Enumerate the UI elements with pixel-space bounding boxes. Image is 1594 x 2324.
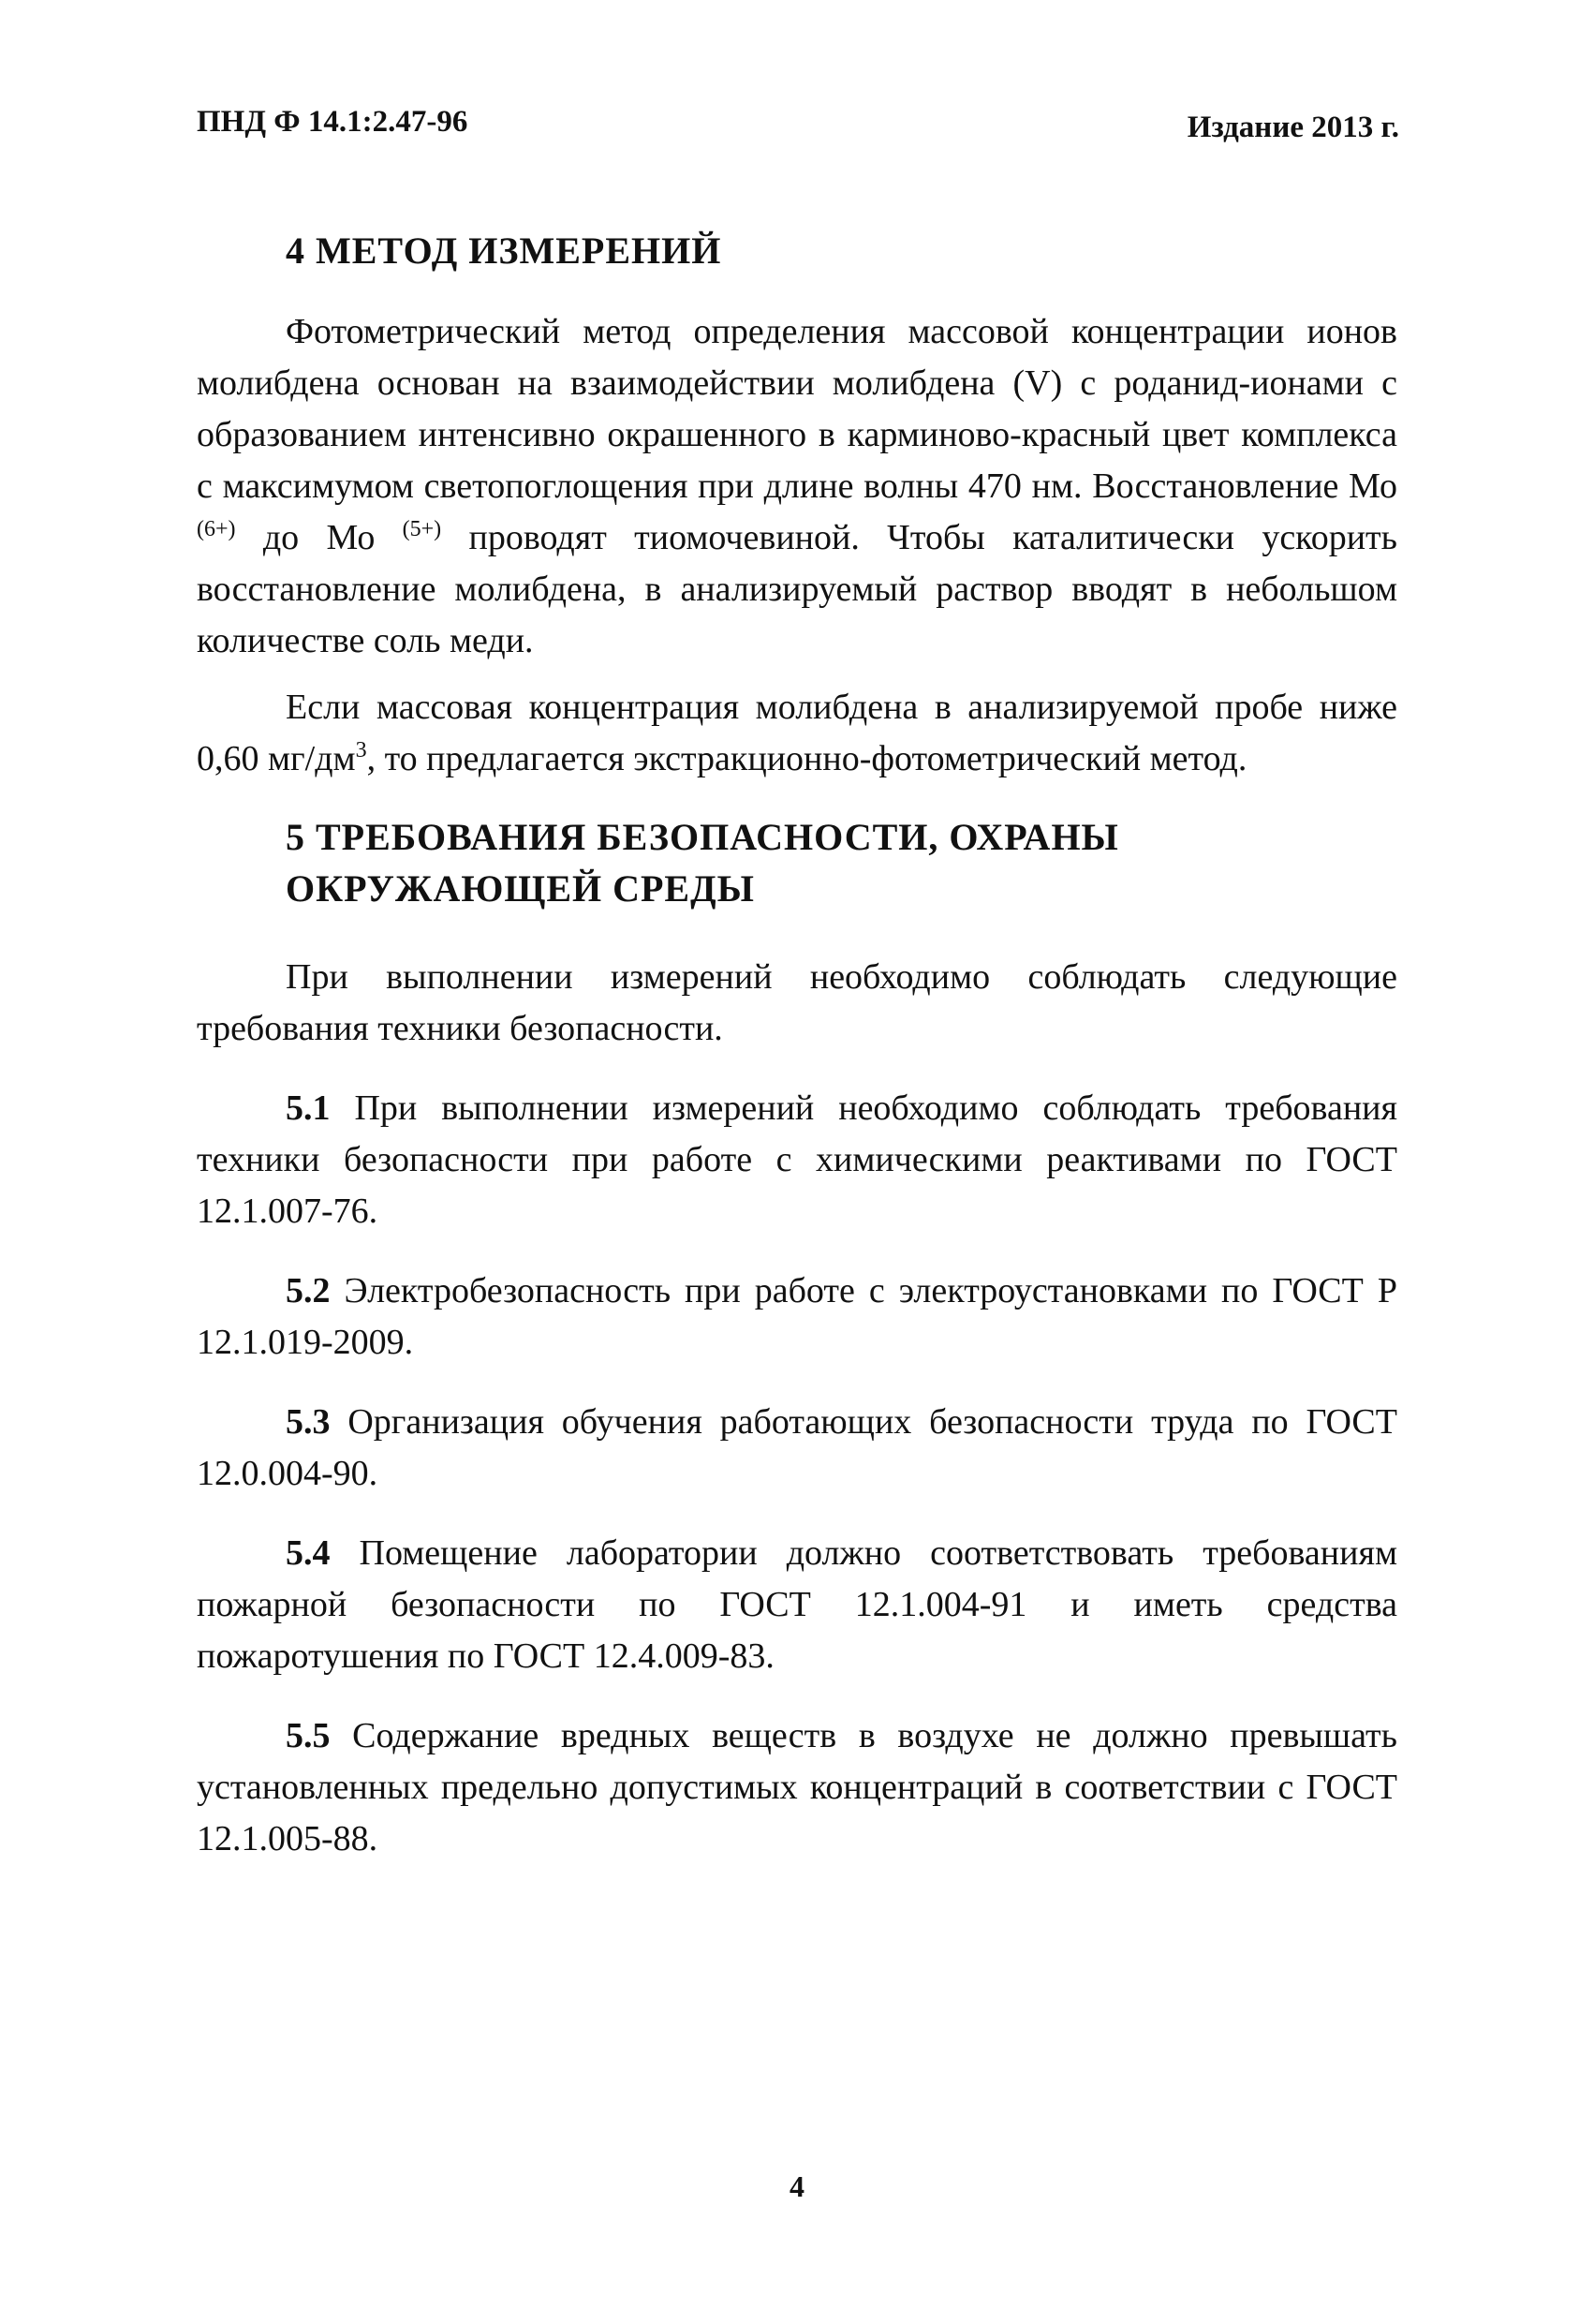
paragraph-text: Если массовая концентрация молибдена в анализируемой пробе ниже 0,60 мг/дм [197, 688, 1397, 778]
clause-5-4 [197, 1528, 1397, 1682]
section-5-title-line-2: ОКРУЖАЮЩЕЙ СРЕДЫ [286, 867, 755, 910]
clause-number: 5.1 [286, 1088, 331, 1128]
unit-superscript: 3 [355, 738, 367, 762]
paragraph-text: , то предлагается экстракционно-фотометрический метод. [366, 739, 1247, 778]
clause-number: 5.3 [286, 1402, 331, 1442]
document-code: ПНД Ф 14.1:2.47-96 [197, 105, 468, 139]
section-5-intro: При выполнении измерений необходимо соблюдать следующие требования техники безопасности. [197, 957, 1397, 1048]
clause-5-3 [197, 1397, 1397, 1500]
clause-5-2 [197, 1266, 1397, 1369]
page-content [197, 225, 1397, 1865]
section-4-paragraph-1 [197, 306, 1397, 667]
oxidation-state-superscript: (5+) [402, 517, 442, 541]
edition-label: Издание 2013 г. [1187, 111, 1399, 144]
clause-number: 5.5 [286, 1716, 331, 1755]
clause-text: Электробезопасность при работе с электроустановками по ГОСТ Р 12.1.019-2009. [197, 1271, 1397, 1362]
section-5-title [197, 811, 1397, 914]
clause-5-1 [197, 1083, 1397, 1237]
clause-number: 5.4 [286, 1533, 331, 1573]
section-4-paragraph-2 [197, 682, 1397, 785]
clause-text: Помещение лаборатории должно соответствовать требованиям пожарной безопасности по ГОСТ 12.1.004-91 и иметь средства пожаротушения по ГОСТ 12.4.009-83. [197, 1533, 1397, 1676]
oxidation-state-superscript: (6+) [197, 517, 236, 541]
paragraph-text: до Мо [235, 518, 403, 557]
paragraph-text: Фотометрический метод определения массовой концентрации ионов молибдена основан на взаимодействии молибдена (V) с роданид-ионами с образованием интенсивно окрашенного в карминово-красный цвет комплекса с максимумом светопоглощения при длине волны 470 нм. Восстановление Мо [197, 312, 1397, 506]
clause-text: Организация обучения работающих безопасности труда по ГОСТ 12.0.004-90. [197, 1402, 1397, 1493]
clause-5-5 [197, 1710, 1397, 1865]
section-5-title-line-1: 5 ТРЕБОВАНИЯ БЕЗОПАСНОСТИ, ОХРАНЫ [286, 816, 1119, 858]
page-number: 4 [790, 2169, 804, 2203]
clause-number: 5.2 [286, 1271, 331, 1310]
section-4-title: 4 МЕТОД ИЗМЕРЕНИЙ [286, 229, 722, 272]
clause-text: Содержание вредных веществ в воздухе не должно превышать установленных предельно допустимых концентраций в соответствии с ГОСТ 12.1.005-88. [197, 1716, 1397, 1858]
clause-text: При выполнении измерений необходимо соблюдать требования техники безопасности при работе с химическими реактивами по ГОСТ 12.1.007-76. [197, 1088, 1397, 1231]
paragraph-text: проводят тиомочевиной. Чтобы каталитически ускорить восстановление молибдена, в анализируемый раствор вводят в небольшом количестве соль меди. [197, 518, 1397, 660]
